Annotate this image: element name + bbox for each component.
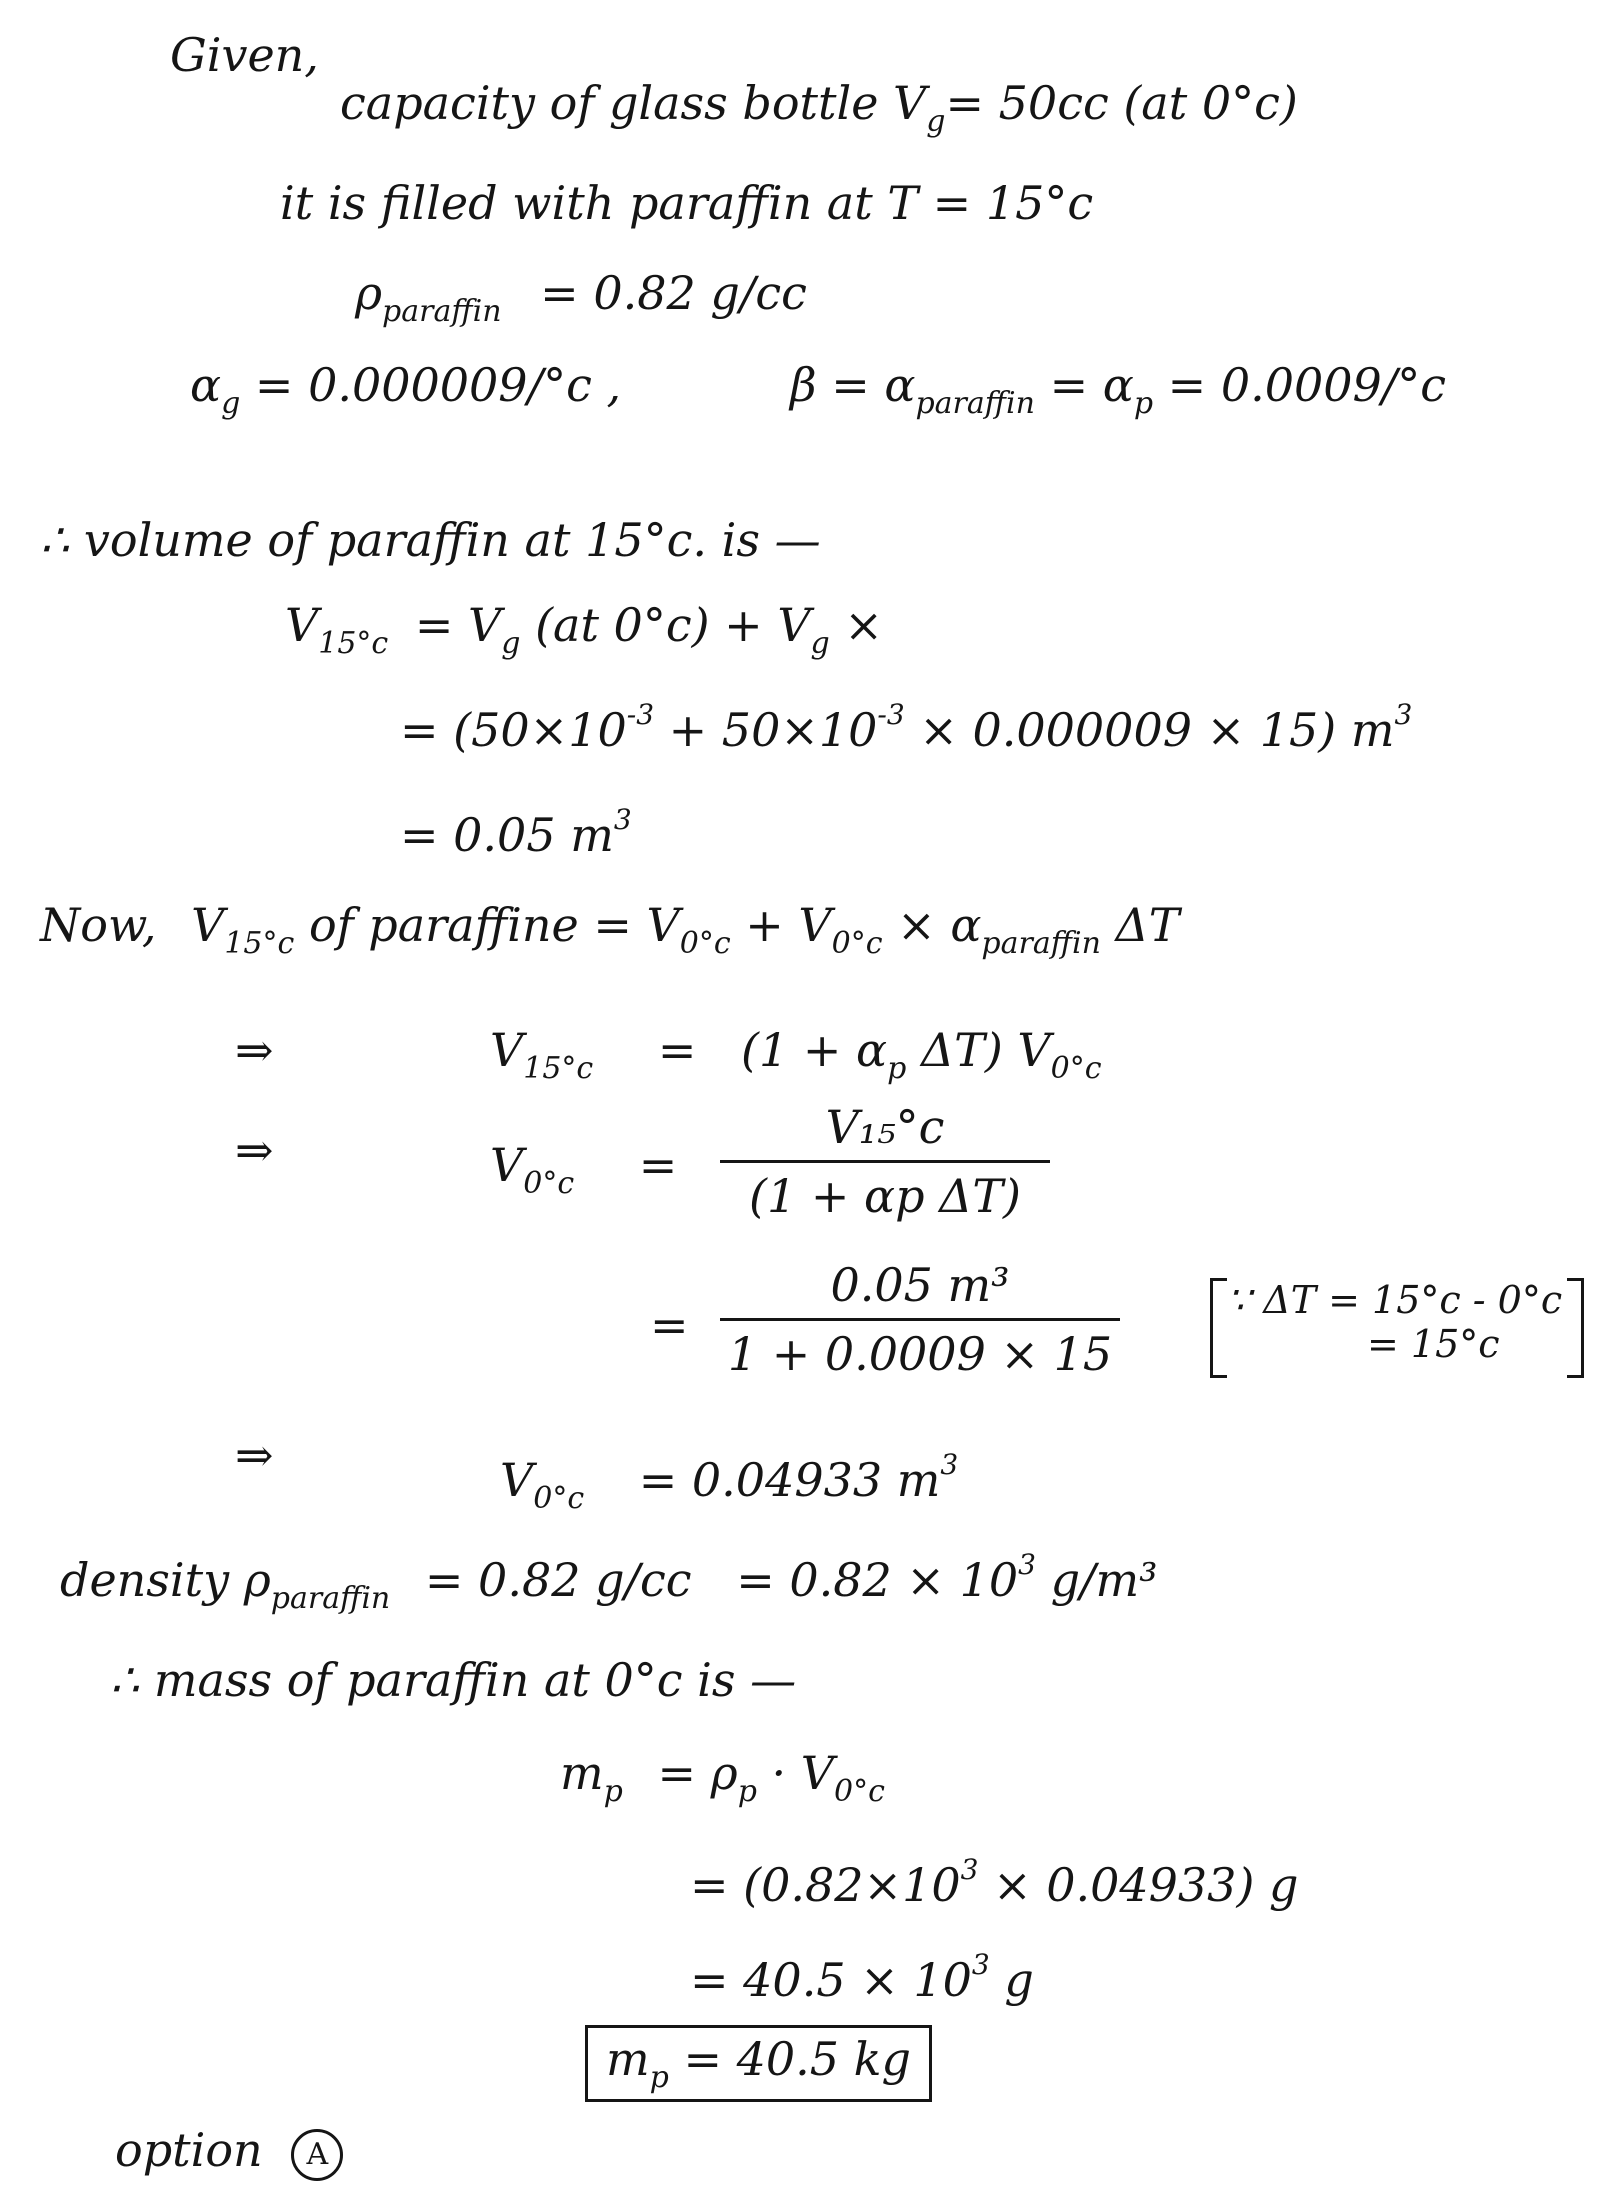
answer-value: = 40.5 kg xyxy=(683,2032,911,2086)
capacity-value: = 50cc (at 0°c) xyxy=(945,76,1298,130)
capacity-sub: g xyxy=(926,104,946,139)
e2-lhs: V xyxy=(490,1138,524,1192)
e1-rhs-sub: p xyxy=(887,1051,907,1086)
eq2-exp3: 3 xyxy=(1394,698,1413,731)
beta-value: = 0.0009/°c xyxy=(1167,358,1447,412)
density-label: density ρ xyxy=(60,1553,271,1607)
note-line-1: ∵ ΔT = 15°c - 0°c xyxy=(1227,1278,1563,1322)
mp-symbol: m xyxy=(560,1746,604,1800)
given-heading: Given, xyxy=(170,28,319,82)
option-line xyxy=(115,2125,343,2181)
step1-intro: ∴ volume of paraffin at 15°c. is — xyxy=(40,513,821,567)
vg-rest: (at 0°c) + V xyxy=(535,598,811,652)
alpha-g-sub: g xyxy=(221,386,241,421)
mass-eq2-exp: 3 xyxy=(960,1853,979,1886)
beta-alpha: = α xyxy=(1049,358,1134,412)
beta-p-sub: p xyxy=(1133,386,1154,421)
beta-sub: paraffin xyxy=(915,386,1035,421)
given-capacity xyxy=(340,78,1298,138)
mass-v0: · V xyxy=(771,1746,834,1800)
rho-symbol: ρ xyxy=(355,266,383,320)
v15-sub: 15°c xyxy=(318,626,389,661)
e1-rhs-b: ΔT) V xyxy=(920,1023,1051,1077)
e2-fraction-bar xyxy=(720,1160,1050,1163)
mass-rho: = ρ xyxy=(657,1746,738,1800)
density-unit: g/m³ xyxy=(1050,1553,1158,1607)
v0-sub: 0°c xyxy=(679,926,731,961)
eq2-exp1: -3 xyxy=(626,698,655,731)
density-val1: = 0.82 g/cc xyxy=(424,1553,692,1607)
now-label: Now, xyxy=(40,898,157,952)
mass-eq2-b: × 0.04933) g xyxy=(993,1858,1299,1912)
mass-eq3 xyxy=(690,1950,1034,2006)
vg-sub-2: g xyxy=(810,626,830,661)
eq2-a: = (50×10 xyxy=(400,703,627,757)
bracket-tick xyxy=(1567,1375,1581,1378)
density-val2: = 0.82 × 10 xyxy=(736,1553,1019,1607)
e4-lhs: V xyxy=(500,1453,534,1507)
alpha-paraffin-sub: paraffin xyxy=(981,926,1101,961)
bracket-tick xyxy=(1213,1278,1227,1281)
mass-eq3-a: = 40.5 × 10 xyxy=(690,1953,972,2007)
mp-sub: p xyxy=(603,1774,623,1809)
density-line xyxy=(60,1550,1158,1615)
option-label: option xyxy=(115,2123,263,2177)
vg-times: × xyxy=(844,598,883,652)
e2-numerator: V₁₅°c xyxy=(825,1100,945,1154)
result-exp: 3 xyxy=(613,803,632,836)
e2-lhs-sub: 0°c xyxy=(523,1166,575,1201)
v15-label-sub: 15°c xyxy=(224,926,295,961)
rho-sub: paraffin xyxy=(382,294,502,329)
alpha-g-value: = 0.000009/°c , xyxy=(254,358,622,412)
e2-denominator: (1 + αp ΔT) xyxy=(749,1169,1021,1223)
v15-label: V xyxy=(191,898,225,952)
rho-value: = 0.82 g/cc xyxy=(540,266,807,320)
implies-1: ⇒ xyxy=(235,1023,274,1077)
e1-eq: = xyxy=(657,1023,697,1077)
step2-eq1 xyxy=(490,1025,1102,1085)
implies-3: ⇒ xyxy=(235,1428,274,1482)
eq2-c: × 0.000009 × 15) m xyxy=(919,703,1395,757)
step1-eq1 xyxy=(285,600,883,660)
answer-sub: p xyxy=(649,2060,669,2095)
plus-v0: + V xyxy=(745,898,832,952)
step2-now-line xyxy=(40,900,1179,960)
step2-eq4 xyxy=(500,1450,958,1515)
option-choice: A xyxy=(291,2129,343,2181)
result-value: = 0.05 m xyxy=(400,808,614,862)
answer-symbol: m xyxy=(606,2032,650,2086)
e3-eq: = xyxy=(650,1298,689,1352)
given-alpha-glass xyxy=(190,360,621,420)
e4-rhs: = 0.04933 m xyxy=(638,1453,941,1507)
density-exp: 3 xyxy=(1018,1548,1036,1581)
final-answer-box xyxy=(585,2025,932,2102)
e4-exp: 3 xyxy=(940,1448,959,1481)
density-sub: paraffin xyxy=(270,1581,391,1616)
bracket-tick xyxy=(1213,1375,1227,1378)
alpha-g-symbol: α xyxy=(190,358,222,412)
given-beta xyxy=(790,360,1446,420)
e4-lhs-sub: 0°c xyxy=(533,1481,585,1516)
eq2-exp2: -3 xyxy=(877,698,905,731)
e1-lhs: V xyxy=(490,1023,524,1077)
e1-rhs: (1 + α xyxy=(741,1023,888,1077)
mass-eq2 xyxy=(690,1855,1298,1911)
e2-fraction xyxy=(720,1100,1050,1223)
capacity-text: capacity of glass bottle V xyxy=(340,76,927,130)
times-alpha: × α xyxy=(897,898,982,952)
given-filled: it is filled with paraffin at T = 15°c xyxy=(280,176,1094,230)
step2-eq2-lhs xyxy=(490,1140,677,1200)
mass-rho-sub: p xyxy=(737,1774,757,1809)
e3-fraction xyxy=(720,1258,1120,1381)
v0-sub-2: 0°c xyxy=(831,926,883,961)
step1-eq2 xyxy=(400,700,1412,756)
implies-2: ⇒ xyxy=(235,1123,274,1177)
eq2-b: + 50×10 xyxy=(668,703,878,757)
e2-eq: = xyxy=(638,1138,678,1192)
e3-numerator: 0.05 m³ xyxy=(830,1258,1010,1312)
given-density xyxy=(355,268,807,328)
vg-sub: g xyxy=(501,626,521,661)
of-paraffine: of paraffine = V xyxy=(308,898,680,952)
e1-rhs-sub2: 0°c xyxy=(1050,1051,1102,1086)
note-line-2: = 15°c xyxy=(1367,1322,1500,1366)
mass-eq2-a: = (0.82×10 xyxy=(690,1858,961,1912)
e3-denominator: 1 + 0.0009 × 15 xyxy=(727,1327,1113,1381)
mass-eq3-exp: 3 xyxy=(971,1948,990,1981)
e3-fraction-bar xyxy=(720,1318,1120,1321)
v15-symbol: V xyxy=(285,598,319,652)
vg-term: = V xyxy=(414,598,502,652)
bracket-tick xyxy=(1567,1278,1581,1281)
delta-t-note xyxy=(1210,1278,1584,1378)
mass-v0-sub: 0°c xyxy=(834,1774,885,1809)
e1-lhs-sub: 15°c xyxy=(523,1051,594,1086)
mass-intro: ∴ mass of paraffin at 0°c is — xyxy=(110,1653,797,1707)
beta-symbol: β = α xyxy=(790,358,916,412)
mass-eq1 xyxy=(560,1748,885,1808)
delta-t: ΔT xyxy=(1115,898,1180,952)
step1-result xyxy=(400,805,632,861)
mass-eq3-unit: g xyxy=(989,1953,1034,2007)
